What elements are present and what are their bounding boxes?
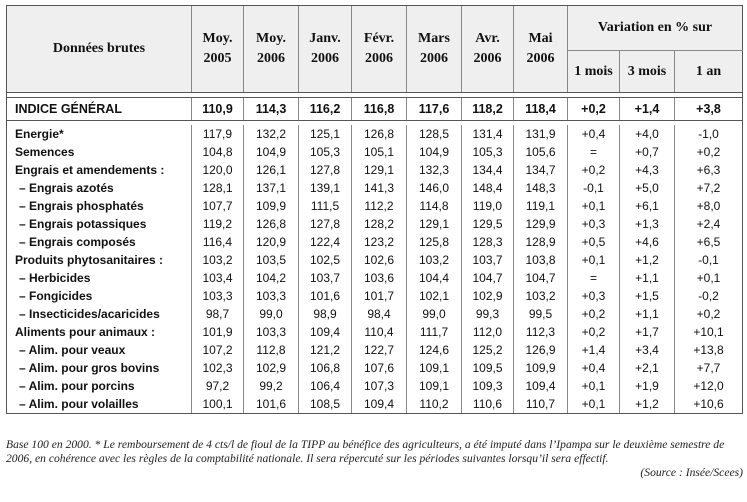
table-cell: 103,2	[407, 251, 462, 269]
table-cell: 98,7	[192, 305, 244, 323]
table-row	[7, 125, 743, 143]
table-cell: 134,7	[514, 161, 568, 179]
table-cell: +13,8	[675, 341, 743, 359]
header-variation: Variation en % sur	[568, 6, 743, 51]
table-cell: +3,8	[675, 98, 743, 121]
table-cell: 104,9	[244, 143, 299, 161]
table-cell: 114,3	[244, 98, 299, 121]
table-cell: 131,9	[514, 125, 568, 143]
table-cell: +7,2	[675, 179, 743, 197]
table-cell: -0,2	[675, 287, 743, 305]
header-row	[7, 6, 743, 51]
table-cell: 107,3	[352, 377, 407, 395]
table-cell: 146,0	[407, 179, 462, 197]
header-var-col: 1 an	[675, 51, 743, 93]
table-cell: 125,2	[462, 341, 514, 359]
header-var-col: 1 mois	[568, 51, 620, 93]
table-cell: 103,3	[192, 287, 244, 305]
table-cell: 102,1	[407, 287, 462, 305]
table-row	[7, 233, 743, 251]
table-cell: +6,3	[675, 161, 743, 179]
table-cell: +1,7	[620, 323, 675, 341]
table-cell: -1,0	[675, 125, 743, 143]
row-label: Engrais et amendements :	[7, 161, 192, 179]
table-cell: 103,3	[244, 287, 299, 305]
table-cell: +4,3	[620, 161, 675, 179]
table-cell: +1,3	[620, 215, 675, 233]
row-label: – Engrais phosphatés	[7, 197, 192, 215]
table-cell: 99,0	[244, 305, 299, 323]
table-cell: 109,4	[299, 323, 352, 341]
table-cell: 129,9	[514, 215, 568, 233]
table-cell: +1,4	[568, 341, 620, 359]
table-cell: 116,4	[192, 233, 244, 251]
table-cell: 134,4	[462, 161, 514, 179]
table-cell: 101,6	[299, 287, 352, 305]
table-source: (Source : Insée/Scees)	[640, 466, 743, 479]
table-cell: +12,0	[675, 377, 743, 395]
table-cell: +10,6	[675, 395, 743, 414]
header-col: Mai 2006	[514, 6, 568, 93]
table-cell: 137,1	[244, 179, 299, 197]
table-cell: 117,9	[192, 125, 244, 143]
table-cell: +0,2	[675, 305, 743, 323]
table-cell: 103,7	[299, 269, 352, 287]
table-cell: 109,3	[462, 377, 514, 395]
table-cell: +0,4	[568, 359, 620, 377]
table-cell: 126,8	[244, 215, 299, 233]
table-cell: 119,2	[192, 215, 244, 233]
table-cell: +3,4	[620, 341, 675, 359]
table-cell: 107,6	[352, 359, 407, 377]
table-cell: +0,2	[675, 143, 743, 161]
table-cell: 103,4	[192, 269, 244, 287]
table-cell: +7,7	[675, 359, 743, 377]
table-cell: 105,6	[514, 143, 568, 161]
table-cell: 109,5	[462, 359, 514, 377]
table-body	[7, 93, 743, 414]
table-row	[7, 197, 743, 215]
table-cell: 112,8	[244, 341, 299, 359]
table-cell: +0,1	[568, 395, 620, 414]
table-cell: 103,2	[192, 251, 244, 269]
table-cell: +1,9	[620, 377, 675, 395]
table-cell: 122,7	[352, 341, 407, 359]
table-cell: +2,1	[620, 359, 675, 377]
row-label: Semences	[7, 143, 192, 161]
table-cell: +1,5	[620, 287, 675, 305]
table-cell: +0,1	[675, 269, 743, 287]
header-col: Moy. 2006	[244, 6, 299, 93]
table-row	[7, 395, 743, 414]
table-cell: 128,5	[407, 125, 462, 143]
table-cell: 116,8	[352, 98, 407, 121]
row-label: – Alim. pour gros bovins	[7, 359, 192, 377]
table-cell: 110,6	[462, 395, 514, 414]
row-label: INDICE GÉNÉRAL	[7, 98, 192, 121]
table-cell: +2,4	[675, 215, 743, 233]
table-cell: +0,7	[620, 143, 675, 161]
table-cell: 112,0	[462, 323, 514, 341]
table-cell: +6,1	[620, 197, 675, 215]
header-col: Mars 2006	[407, 6, 462, 93]
table-row	[7, 305, 743, 323]
table-row	[7, 269, 743, 287]
header-title: Données brutes	[7, 6, 192, 93]
table-cell: +5,0	[620, 179, 675, 197]
table-cell: 102,9	[462, 287, 514, 305]
table-cell: 100,1	[192, 395, 244, 414]
table-cell: 105,3	[299, 143, 352, 161]
table-cell: +0,2	[568, 161, 620, 179]
table-cell: +0,1	[568, 251, 620, 269]
table-cell: 102,9	[244, 359, 299, 377]
table-cell: -0,1	[675, 251, 743, 269]
table-cell: 110,2	[407, 395, 462, 414]
table-cell: 129,1	[407, 215, 462, 233]
table-cell: =	[568, 143, 620, 161]
row-label: Energie*	[7, 125, 192, 143]
table-cell: 99,0	[407, 305, 462, 323]
general-index-row	[7, 98, 743, 121]
table-cell: 111,7	[407, 323, 462, 341]
table-row	[7, 359, 743, 377]
table-cell: 116,2	[299, 98, 352, 121]
row-label: – Engrais composés	[7, 233, 192, 251]
row-label: Aliments pour animaux :	[7, 323, 192, 341]
table-cell: 103,3	[244, 323, 299, 341]
table-cell: 101,9	[192, 323, 244, 341]
table-cell: 128,3	[462, 233, 514, 251]
table-cell: +0,4	[568, 125, 620, 143]
table-cell: 98,9	[299, 305, 352, 323]
table-cell: +0,2	[568, 98, 620, 121]
table-cell: 97,2	[192, 377, 244, 395]
table-cell: 110,7	[514, 395, 568, 414]
table-cell: +4,0	[620, 125, 675, 143]
table-cell: 99,5	[514, 305, 568, 323]
table-cell: +0,2	[568, 323, 620, 341]
table-row	[7, 251, 743, 269]
table-cell: 126,9	[514, 341, 568, 359]
row-label: – Alim. pour volailles	[7, 395, 192, 414]
table-cell: 102,3	[192, 359, 244, 377]
header-col: Moy. 2005	[192, 6, 244, 93]
row-label: Produits phytosanitaires :	[7, 251, 192, 269]
table-cell: 120,9	[244, 233, 299, 251]
row-label: – Alim. pour veaux	[7, 341, 192, 359]
table-cell: 109,4	[352, 395, 407, 414]
row-label: – Insecticides/acaricides	[7, 305, 192, 323]
table-cell: 118,2	[462, 98, 514, 121]
table-cell: 109,1	[407, 377, 462, 395]
table-cell: 103,2	[514, 287, 568, 305]
table-cell: =	[568, 269, 620, 287]
table-cell: 109,9	[244, 197, 299, 215]
table-caption: Base 100 en 2000. * Le remboursement de 4 cts/l de fioul de la TIPP au bénéfice des agriculteurs, a été imputé dans l’Ipampa sur le deuxième semestre de 2006, en cohérence avec les règles de la comptabilité nationale. Il sera répercuté sur les périodes suivantes lorsqu’il sera effectif.	[6, 438, 725, 465]
table-cell: +0,2	[568, 305, 620, 323]
table-cell: 107,7	[192, 197, 244, 215]
table-cell: 110,4	[352, 323, 407, 341]
table-cell: 103,7	[462, 251, 514, 269]
table-cell: 118,4	[514, 98, 568, 121]
table-cell: 105,3	[462, 143, 514, 161]
table-cell: 148,4	[462, 179, 514, 197]
table-cell: 103,5	[244, 251, 299, 269]
table-cell: 123,2	[352, 233, 407, 251]
table-cell: 117,6	[407, 98, 462, 121]
table-cell: +0,3	[568, 215, 620, 233]
table-cell: 126,1	[244, 161, 299, 179]
table-cell: 107,2	[192, 341, 244, 359]
table-cell: 129,1	[352, 161, 407, 179]
table-cell: 139,1	[299, 179, 352, 197]
table-cell: 110,9	[192, 98, 244, 121]
table-cell: 128,1	[192, 179, 244, 197]
table-cell: 126,8	[352, 125, 407, 143]
table-cell: -0,1	[568, 179, 620, 197]
price-index-table-container	[6, 5, 742, 414]
header-col: Janv. 2006	[299, 6, 352, 93]
table-cell: 132,3	[407, 161, 462, 179]
table-cell: 104,4	[407, 269, 462, 287]
table-cell: 125,1	[299, 125, 352, 143]
price-index-table	[6, 5, 743, 414]
table-cell: +6,5	[675, 233, 743, 251]
table-cell: 129,5	[462, 215, 514, 233]
table-cell: 99,3	[462, 305, 514, 323]
table-cell: 106,8	[299, 359, 352, 377]
table-row	[7, 287, 743, 305]
table-cell: +1,1	[620, 269, 675, 287]
table-row	[7, 341, 743, 359]
table-cell: +0,1	[568, 197, 620, 215]
table-row	[7, 179, 743, 197]
row-label: – Engrais azotés	[7, 179, 192, 197]
row-label: – Fongicides	[7, 287, 192, 305]
row-label: – Alim. pour porcins	[7, 377, 192, 395]
table-cell: 112,3	[514, 323, 568, 341]
table-cell: 128,9	[514, 233, 568, 251]
table-cell: 127,8	[299, 215, 352, 233]
table-cell: +8,0	[675, 197, 743, 215]
table-cell: 124,6	[407, 341, 462, 359]
header-col: Avr. 2006	[462, 6, 514, 93]
table-cell: 101,6	[244, 395, 299, 414]
table-row	[7, 377, 743, 395]
table-cell: 121,2	[299, 341, 352, 359]
table-cell: +4,6	[620, 233, 675, 251]
table-cell: 99,2	[244, 377, 299, 395]
table-cell: 104,8	[192, 143, 244, 161]
table-cell: 132,2	[244, 125, 299, 143]
table-cell: 148,3	[514, 179, 568, 197]
table-cell: 109,4	[514, 377, 568, 395]
table-cell: 101,7	[352, 287, 407, 305]
table-cell: +1,2	[620, 251, 675, 269]
table-cell: 119,0	[462, 197, 514, 215]
table-cell: 109,1	[407, 359, 462, 377]
table-row	[7, 215, 743, 233]
table-cell: 105,1	[352, 143, 407, 161]
table-cell: +10,1	[675, 323, 743, 341]
table-row	[7, 161, 743, 179]
table-cell: 106,4	[299, 377, 352, 395]
table-cell: +1,4	[620, 98, 675, 121]
header-col: Févr. 2006	[352, 6, 407, 93]
table-cell: 104,9	[407, 143, 462, 161]
table-cell: 103,8	[514, 251, 568, 269]
table-cell: 125,8	[407, 233, 462, 251]
header-var-col: 3 mois	[620, 51, 675, 93]
table-cell: +0,3	[568, 287, 620, 305]
table-cell: +1,1	[620, 305, 675, 323]
table-cell: 102,6	[352, 251, 407, 269]
table-cell: 98,4	[352, 305, 407, 323]
table-cell: 104,7	[514, 269, 568, 287]
table-cell: 120,0	[192, 161, 244, 179]
table-row	[7, 143, 743, 161]
table-cell: 111,5	[299, 197, 352, 215]
table-cell: 109,9	[514, 359, 568, 377]
table-cell: 122,4	[299, 233, 352, 251]
table-cell: +1,2	[620, 395, 675, 414]
table-cell: 103,6	[352, 269, 407, 287]
table-cell: 108,5	[299, 395, 352, 414]
table-cell: 112,2	[352, 197, 407, 215]
table-cell: 127,8	[299, 161, 352, 179]
table-row	[7, 323, 743, 341]
table-cell: +0,1	[568, 377, 620, 395]
table-cell: 119,1	[514, 197, 568, 215]
table-cell: 128,2	[352, 215, 407, 233]
table-cell: 102,5	[299, 251, 352, 269]
table-cell: +0,5	[568, 233, 620, 251]
table-cell: 104,2	[244, 269, 299, 287]
row-label: – Herbicides	[7, 269, 192, 287]
table-cell: 131,4	[462, 125, 514, 143]
table-cell: 114,8	[407, 197, 462, 215]
table-cell: 104,7	[462, 269, 514, 287]
row-label: – Engrais potassiques	[7, 215, 192, 233]
table-cell: 141,3	[352, 179, 407, 197]
